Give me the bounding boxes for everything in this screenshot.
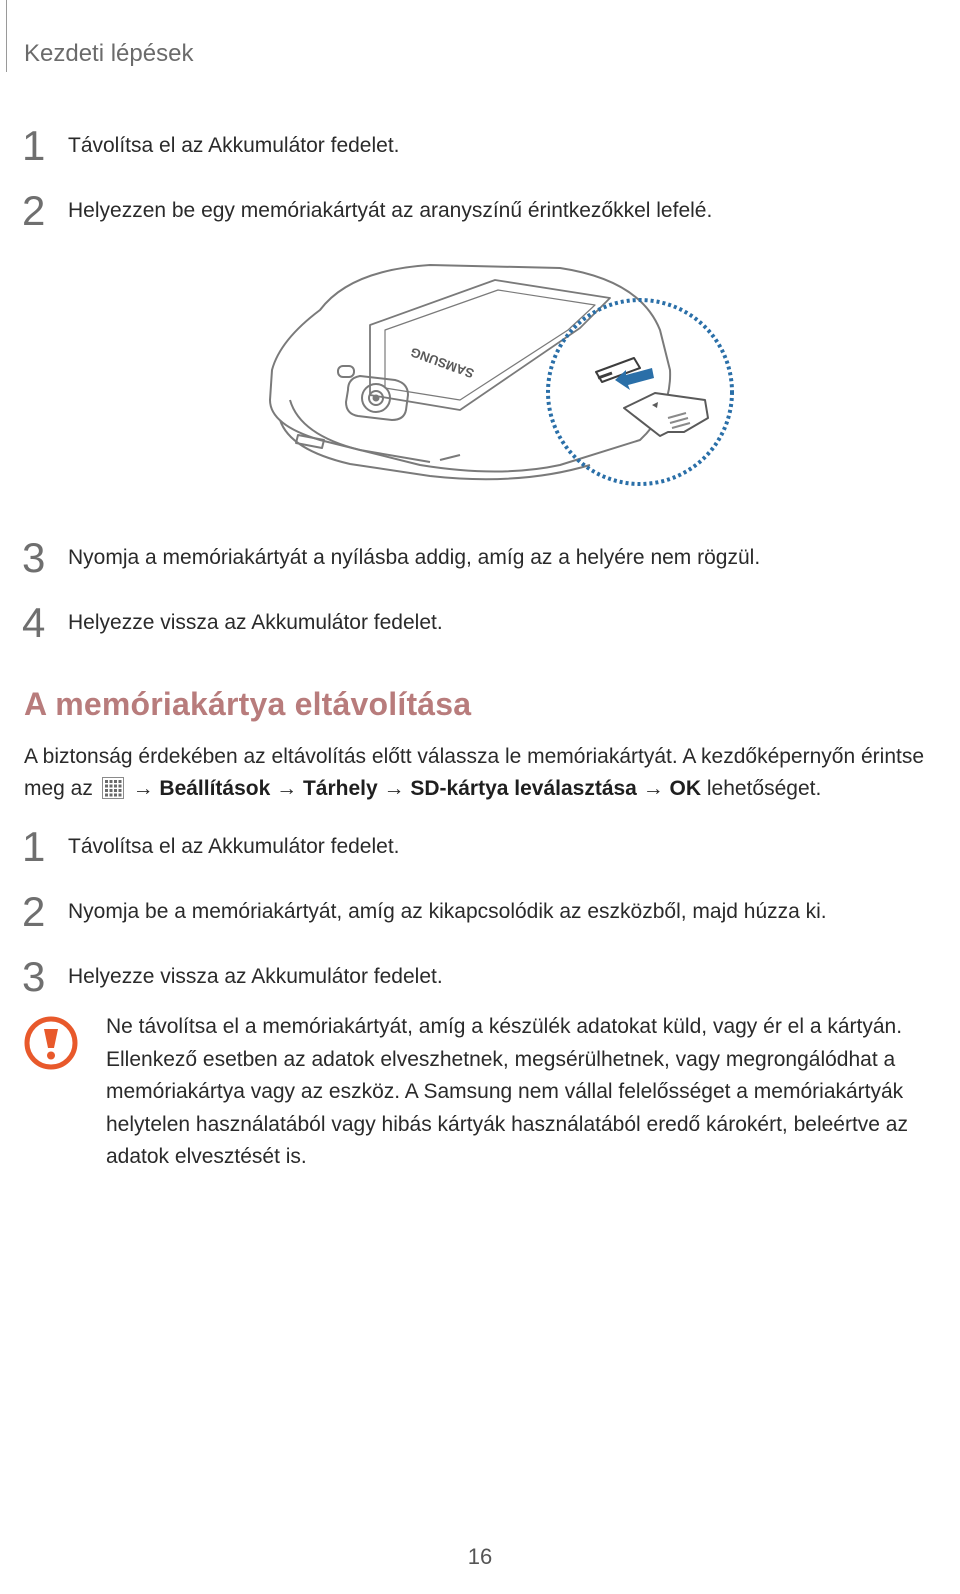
step-number: 1 — [22, 823, 46, 870]
path-storage: Tárhely — [302, 777, 378, 800]
warning-text: Ne távolítsa el a memóriakártyát, amíg a készülék adatokat küld, vagy ér el a kártyán. Ellenkező esetben az adatok elveszhetnek, megsérülhetnek, vagy megrongálódhat a memóriakártya vagy az eszköz. A Samsung nem vállal felelősséget a memóriakártyák helytelen használatából vagy hibás kártyák használatából eredő károkért, beleértve az adatok elvesztését is. — [106, 1015, 908, 1169]
phone-memory-card-illustration — [260, 250, 750, 500]
intro-text: A biztonság érdekében az eltávolítás előtt válassza le memóriakártyát. A kezdőképernyőn érintse meg az — [24, 745, 925, 800]
path-arrow: → — [276, 777, 298, 800]
path-arrow: → — [132, 777, 154, 800]
path-unmount-sd: SD-kártya leválasztása — [410, 777, 637, 800]
step-text: Nyomja be a memóriakártyát, amíg az kikapcsolódik az eszközből, majd húzza ki. — [68, 900, 827, 923]
section-heading: A memóriakártya eltávolítása — [24, 686, 472, 722]
apps-grid-icon — [102, 777, 124, 799]
path-settings: Beállítások — [159, 777, 271, 800]
step-text: Távolítsa el az Akkumulátor fedelet. — [68, 134, 400, 157]
path-arrow: → — [642, 777, 664, 800]
step-number: 3 — [22, 953, 46, 1000]
removal-intro-paragraph — [24, 741, 949, 805]
header-rule — [6, 0, 7, 72]
step-number: 1 — [22, 122, 46, 169]
step-number: 4 — [22, 599, 46, 646]
step-text: Helyezze vissza az Akkumulátor fedelet. — [68, 611, 443, 634]
step-text: Helyezze vissza az Akkumulátor fedelet. — [68, 965, 443, 988]
step-number: 2 — [22, 187, 46, 234]
step-number: 2 — [22, 888, 46, 935]
brand-logo-text: SAMSUNG — [408, 344, 477, 382]
step-text: Távolítsa el az Akkumulátor fedelet. — [68, 835, 400, 858]
page-number: 16 — [467, 1544, 493, 1569]
step-number: 3 — [22, 534, 46, 581]
intro-end-text: lehetőséget. — [706, 777, 822, 800]
path-ok: OK — [669, 777, 702, 800]
path-arrow: → — [383, 777, 405, 800]
step-text: Nyomja a memóriakártyát a nyílásba addig, amíg az a helyére nem rögzül. — [68, 546, 761, 569]
step-text: Helyezzen be egy memóriakártyát az aranyszínű érintkezőkkel lefelé. — [68, 199, 713, 222]
section-label: Kezdeti lépések — [24, 40, 194, 67]
warning-exclamation-icon — [24, 1016, 78, 1070]
